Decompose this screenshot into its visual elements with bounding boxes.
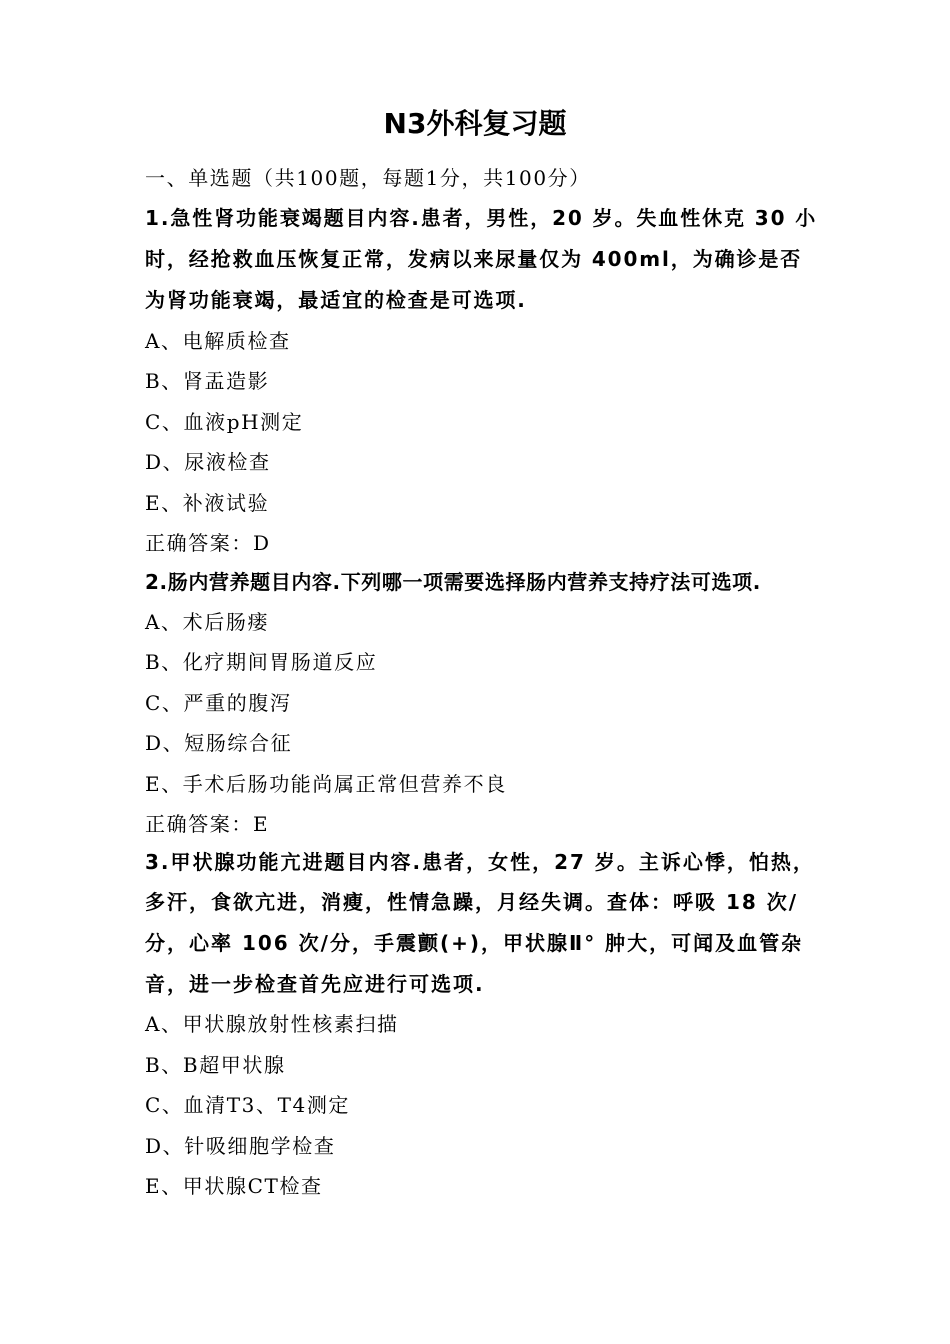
question-stem-line: 1.急性肾功能衰竭题目内容.患者，男性，20 岁。失血性休克 30 小 — [145, 206, 818, 230]
option-e: E、补液试验 — [145, 491, 270, 515]
option-b: B、化疗期间胃肠道反应 — [145, 650, 378, 674]
option-a: A、电解质检查 — [145, 329, 291, 353]
option-b: B、B超甲状腺 — [145, 1053, 286, 1077]
document-title: N3外科复习题 — [383, 107, 567, 140]
question-stem-line: 3.甲状腺功能亢进题目内容.患者，女性，27 岁。主诉心悸，怕热， — [145, 850, 815, 874]
question-stem-line: 2.肠内营养题目内容.下列哪一项需要选择肠内营养支持疗法可选项. — [145, 570, 761, 594]
option-d: D、短肠综合征 — [145, 731, 293, 755]
answer-line: 正确答案：E — [145, 812, 270, 836]
option-e: E、手术后肠功能尚属正常但营养不良 — [145, 772, 507, 796]
option-a: A、甲状腺放射性核素扫描 — [145, 1012, 399, 1036]
option-c: C、严重的腹泻 — [145, 691, 292, 715]
question-stem-line: 音，进一步检查首先应进行可选项. — [145, 972, 485, 996]
option-a: A、术后肠瘘 — [145, 610, 270, 634]
option-c: C、血液pH测定 — [145, 410, 304, 434]
option-d: D、尿液检查 — [145, 450, 271, 474]
question-stem-line: 为肾功能衰竭，最适宜的检查是可选项. — [145, 288, 527, 312]
option-c: C、血清T3、T4测定 — [145, 1093, 351, 1117]
question-stem-line: 时，经抢救血压恢复正常，发病以来尿量仅为 400ml，为确诊是否 — [145, 247, 803, 271]
section-heading: 一、单选题（共100题，每题1分，共100分） — [145, 166, 591, 190]
answer-line: 正确答案：D — [145, 531, 271, 555]
option-b: B、肾盂造影 — [145, 369, 270, 393]
question-stem-line: 分，心率 106 次/分，手震颤(+)，甲状腺Ⅱ° 肿大，可闻及血管杂 — [145, 931, 804, 955]
option-e: E、甲状腺CT检查 — [145, 1174, 323, 1198]
option-d: D、针吸细胞学检查 — [145, 1134, 336, 1158]
question-stem-line: 多汗，食欲亢进，消瘦，性情急躁，月经失调。查体：呼吸 18 次/ — [145, 890, 799, 914]
